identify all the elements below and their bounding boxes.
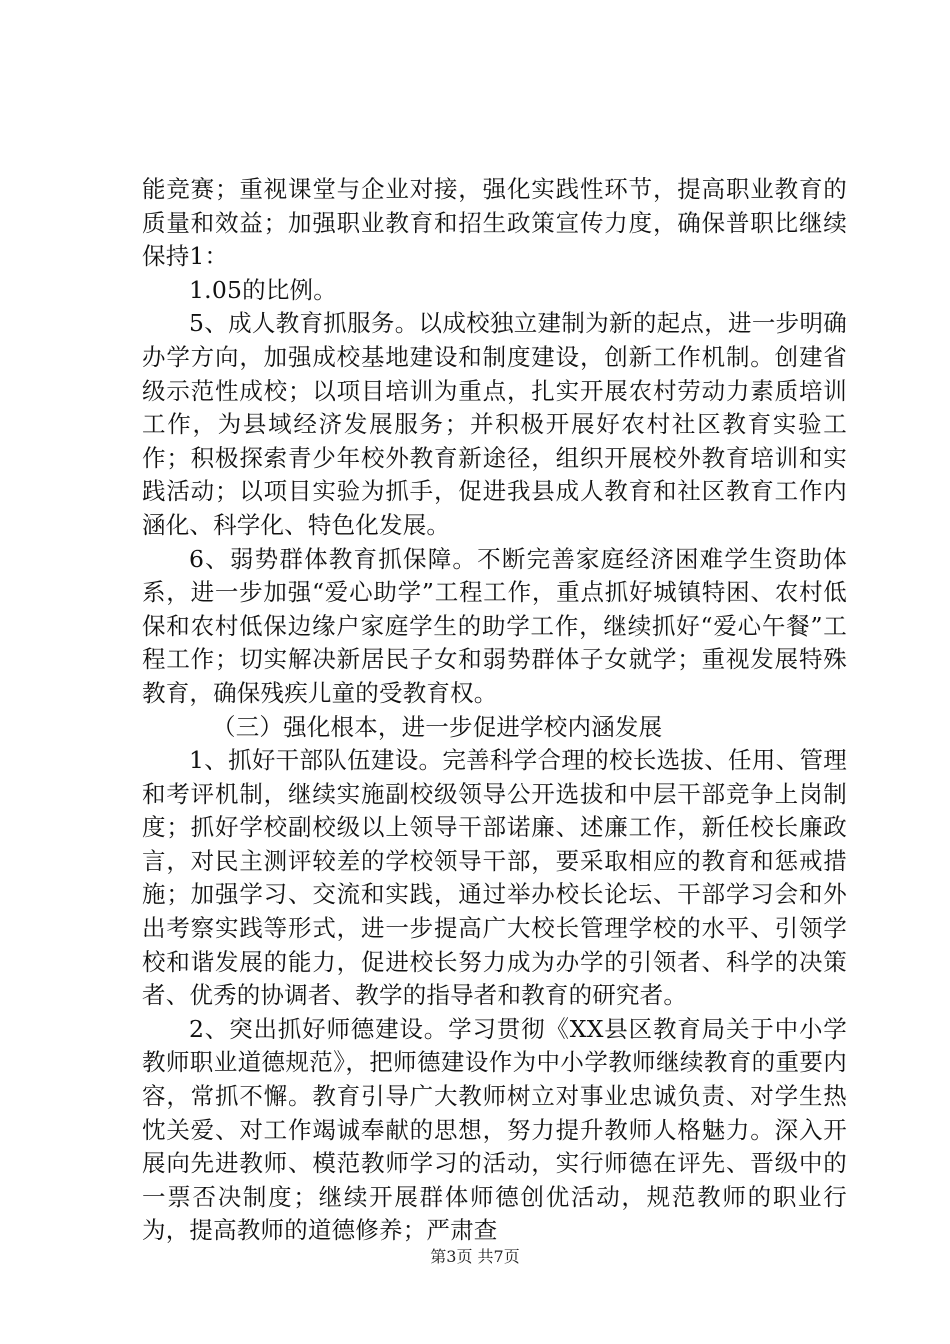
paragraph-continuation: 能竞赛；重视课堂与企业对接，强化实践性环节，提高职业教育的质量和效益；加强职业教育和招生政策宣传力度，确保普职比继续保持1：	[142, 175, 847, 271]
page-number: 第3页 共7页	[430, 1247, 520, 1266]
paragraph-teacher-ethics: 2、突出抓好师德建设。学习贯彻《XX县区教育局关于中小学教师职业道德规范》，把师德建设作为中小学教师继续教育的重要内容，常抓不懈。教育引导广大教师树立对事业忠诚负责、对学生热忱关爱、对工作竭诚奉献的思想，努力提升教师人格魅力。深入开展向先进教师、模范教师学习的活动，实行师德在评先、晋级中的一票否决制度；继续开展群体师德创优活动，规范教师的职业行为，提高教师的道德修养；严肃查	[142, 1014, 847, 1245]
paragraph-disadvantaged-groups: 6、弱势群体教育抓保障。不断完善家庭经济困难学生资助体系，进一步加强“爱心助学”工程工作，重点抓好城镇特困、农村低保和农村低保边缘户家庭学生的助学工作，继续抓好“爱心午餐”工程工作；切实解决新居民子女和弱势群体子女就学；重视发展特殊教育，确保残疾儿童的受教育权。	[142, 544, 847, 707]
document-body	[142, 173, 847, 1248]
paragraph-adult-education: 5、成人教育抓服务。以成校独立建制为新的起点，进一步明确办学方向，加强成校基地建设和制度建设，创新工作机制。创建省级示范性成校；以项目培训为重点，扎实开展农村劳动力素质培训工作，为县域经济发展服务；并积极开展好农村社区教育实验工作；积极探索青少年校外教育新途径，组织开展校外教育培训和实践活动；以项目实验为抓手，促进我县成人教育和社区教育工作内涵化、科学化、特色化发展。	[142, 309, 847, 539]
paragraph-cadre-building: 1、抓好干部队伍建设。完善科学合理的校长选拔、任用、管理和考评机制，继续实施副校级领导公开选拔和中层干部竞争上岗制度；抓好学校副校级以上领导干部诺廉、述廉工作，新任校长廉政言，对民主测评较差的学校领导干部，要采取相应的教育和惩戒措施；加强学习、交流和实践，通过举办校长论坛、干部学习会和外出考察实践等形式，进一步提高广大校长管理学校的水平、引领学校和谐发展的能力，促进校长努力成为办学的引领者、科学的决策者、优秀的协调者、教学的指导者和教育的研究者。	[142, 746, 847, 1010]
paragraph-ratio: 1.05的比例。	[189, 275, 337, 304]
section-heading: （三）强化根本，进一步促进学校内涵发展	[212, 712, 663, 741]
page-footer	[0, 1247, 950, 1267]
